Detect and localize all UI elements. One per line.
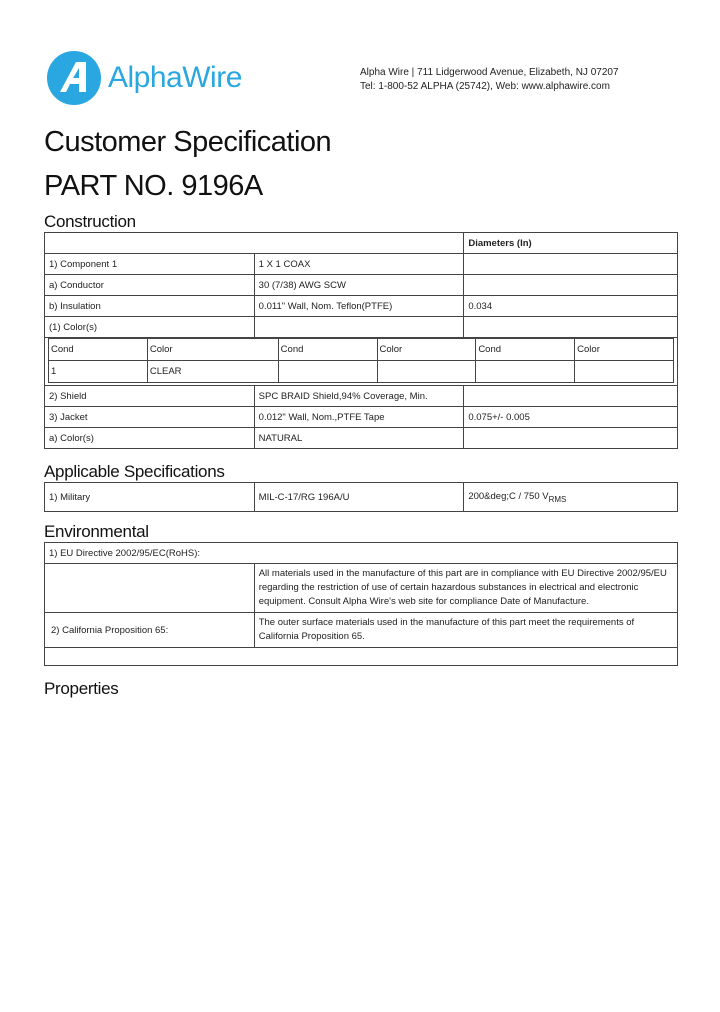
construction-heading: Construction (44, 212, 136, 231)
diameters-header: Diameters (In) (464, 233, 678, 254)
row-value: 30 (7/38) AWG SCW (254, 275, 464, 296)
row-label: 2) Shield (45, 386, 255, 407)
contact-phone-web: Tel: 1-800-52 ALPHA (25742), Web: www.alphawire.com (360, 81, 610, 92)
row-label: 3) Jacket (45, 407, 255, 428)
row-diameter (464, 254, 678, 275)
row-diameter (464, 317, 678, 338)
row-value: 0.011" Wall, Nom. Teflon(PTFE) (254, 296, 464, 317)
row-value: MIL-C-17/RG 196A/U (254, 483, 464, 512)
table-row (45, 233, 678, 254)
contact-info (360, 66, 619, 94)
color-table-cell (45, 338, 678, 386)
temperature-voltage-rating (464, 483, 678, 512)
table-row (45, 613, 678, 648)
rating-main: 200&deg;C / 750 V (468, 490, 549, 502)
environmental-table (44, 542, 678, 666)
rating-sub: RMS (548, 494, 567, 504)
color-cell (476, 361, 575, 383)
row-value (254, 317, 464, 338)
properties-heading: Properties (44, 679, 119, 698)
row-label: 2) California Proposition 65: (45, 613, 255, 648)
color-table (48, 338, 674, 383)
row-value: 0.012" Wall, Nom.,PTFE Tape (254, 407, 464, 428)
document-title: Customer Specification (44, 126, 332, 158)
table-row (45, 407, 678, 428)
environmental-heading: Environmental (44, 522, 149, 541)
row-value: 1 X 1 COAX (254, 254, 464, 275)
prop65-text: The outer surface materials used in the manufacture of this part meet the requirements of California Proposition 65. (254, 613, 677, 648)
row-value: NATURAL (254, 428, 464, 449)
row-label: a) Color(s) (45, 428, 255, 449)
applicable-heading: Applicable Specifications (44, 462, 225, 481)
construction-table (44, 232, 678, 449)
color-cell (575, 361, 674, 383)
table-cell (45, 648, 678, 666)
color-header-cell: Color (575, 339, 674, 361)
part-number: PART NO. 9196A (44, 170, 263, 202)
alphawire-logo-icon (46, 50, 102, 106)
logo-text: AlphaWire (108, 61, 242, 94)
table-row (45, 296, 678, 317)
row-label: b) Insulation (45, 296, 255, 317)
color-cell: CLEAR (147, 361, 278, 383)
row-label: 1) EU Directive 2002/95/EC(RoHS): (45, 543, 678, 564)
row-diameter (464, 275, 678, 296)
rohs-text: All materials used in the manufacture of this part are in compliance with EU Directive 2002/95/EU regarding the restriction of use of certain hazardous substances in electrical and electronic equipment. Consult Alpha Wire's web site for compliance Date of Manufacture. (254, 564, 677, 613)
table-row (45, 428, 678, 449)
row-diameter (464, 428, 678, 449)
row-diameter: 0.034 (464, 296, 678, 317)
row-label: 1) Component 1 (45, 254, 255, 275)
color-table-header (49, 339, 674, 361)
color-cell: 1 (49, 361, 148, 383)
table-row (45, 386, 678, 407)
row-label: (1) Color(s) (45, 317, 255, 338)
table-cell (45, 233, 464, 254)
color-header-cell: Cond (476, 339, 575, 361)
color-header-cell: Color (147, 339, 278, 361)
color-header-cell: Cond (278, 339, 377, 361)
applicable-table (44, 482, 678, 512)
table-row (45, 317, 678, 338)
table-cell (45, 564, 255, 613)
alphawire-logo (46, 50, 242, 106)
row-label: 1) Military (45, 483, 255, 512)
row-diameter: 0.075+/- 0.005 (464, 407, 678, 428)
color-cell (377, 361, 476, 383)
color-header-cell: Color (377, 339, 476, 361)
table-row (45, 275, 678, 296)
row-diameter (464, 386, 678, 407)
table-row (45, 564, 678, 613)
table-row (45, 338, 678, 386)
table-row (45, 483, 678, 512)
row-label: a) Conductor (45, 275, 255, 296)
color-table-row (49, 361, 674, 383)
color-cell (278, 361, 377, 383)
table-row (45, 543, 678, 564)
table-row (45, 254, 678, 275)
table-row (45, 648, 678, 666)
contact-address: Alpha Wire | 711 Lidgerwood Avenue, Elizabeth, NJ 07207 (360, 67, 619, 78)
color-header-cell: Cond (49, 339, 148, 361)
row-value: SPC BRAID Shield,94% Coverage, Min. (254, 386, 464, 407)
